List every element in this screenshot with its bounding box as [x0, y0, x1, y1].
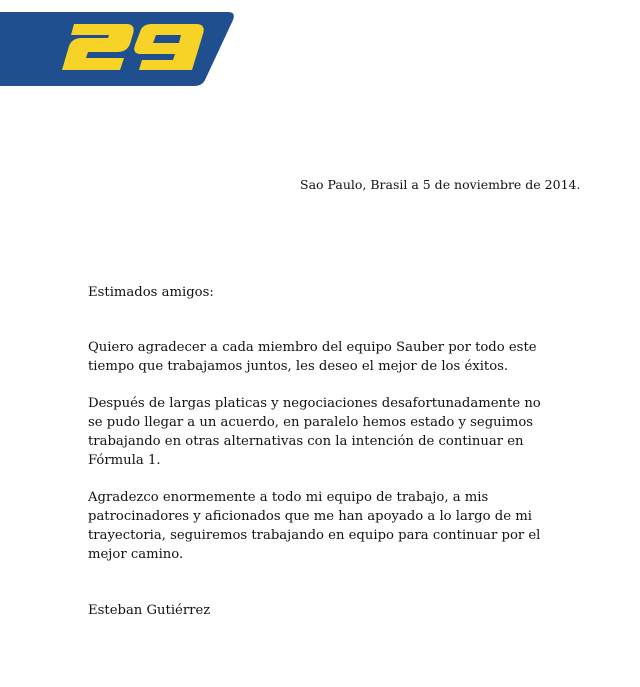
logo-29-banner — [0, 0, 240, 88]
letter-body — [88, 283, 558, 620]
letter-paragraph-3: Agradezco enormemente a todo mi equipo de trabajo, a mis patrocinadores y aficionados que me han apoyado a lo largo de mi trayectoria, seguiremos trabajando en equipo para continuar por el mejor camino. — [88, 490, 541, 562]
letter-signature: Esteban Gutiérrez — [88, 603, 211, 618]
letter-salutation: Estimados amigos: — [88, 285, 214, 300]
letter-paragraph-1: Quiero agradecer a cada miembro del equipo Sauber por todo este tiempo que trabajamos juntos, les deseo el mejor de los éxitos. — [88, 340, 537, 374]
logo-29-graphic — [0, 0, 240, 88]
letter-paragraph-2: Después de largas platicas y negociaciones desafortunadamente no se pudo llegar a un acuerdo, en paralelo hemos estado y seguimos trabajando en otras alternativas con la intención de continuar en Fórmula 1. — [88, 396, 541, 468]
letter-date-line: Sao Paulo, Brasil a 5 de noviembre de 2014. — [300, 177, 581, 192]
